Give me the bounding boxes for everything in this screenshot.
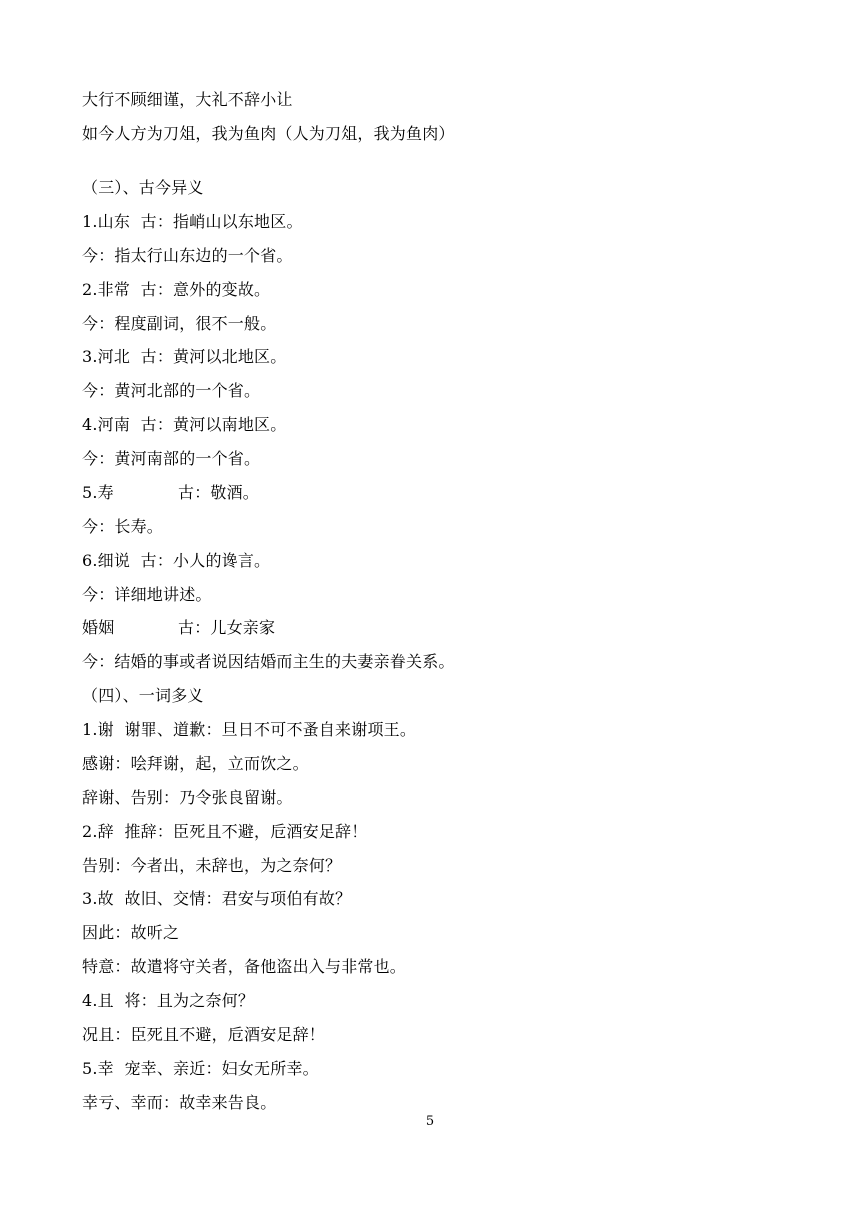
- text-line: 幸亏、幸而：故幸来告良。: [82, 1093, 277, 1112]
- text-line: 特意：故遣将守关者，备他盗出入与非常也。: [82, 957, 407, 976]
- text-line: 今：指太行山东边的一个省。: [82, 246, 293, 265]
- text-line: 5.寿: [82, 483, 114, 502]
- text-line: 感谢：哙拜谢，起，立而饮之。: [82, 754, 309, 773]
- text-line: 2.非常 古：意外的变故。: [82, 280, 271, 299]
- text-line: 告别：今者出，未辞也，为之奈何？: [82, 856, 342, 875]
- text-line: 今：黄河南部的一个省。: [82, 449, 261, 468]
- text-line: 6.细说 古：小人的谗言。: [82, 551, 271, 570]
- text-line: 2.辞 推辞：臣死且不避，卮酒安足辞！: [82, 822, 368, 841]
- text-line: 4.河南 古：黄河以南地区。: [82, 415, 287, 434]
- text-line: 3.河北 古：黄河以北地区。: [82, 347, 287, 366]
- text-line: 因此：故听之: [82, 923, 180, 942]
- text-line: 今：黄河北部的一个省。: [82, 381, 261, 400]
- text-line: 古：敬酒。: [178, 483, 260, 502]
- text-line: 婚姻: [82, 618, 115, 637]
- text-line: 古：儿女亲家: [178, 618, 276, 637]
- text-line: 今：长寿。: [82, 517, 164, 536]
- text-line: 今：详细地讲述。: [82, 585, 212, 604]
- text-line: 况且：臣死且不避，卮酒安足辞！: [82, 1025, 326, 1044]
- text-line: 今：程度副词，很不一般。: [82, 314, 277, 333]
- text-line: 4.且 将：且为之奈何？: [82, 991, 255, 1010]
- text-line: 辞谢、告别：乃令张良留谢。: [82, 788, 293, 807]
- text-line: 3.故 故旧、交情：君安与项伯有故？: [82, 889, 352, 908]
- text-line: 1.谢 谢罪、道歉：旦日不可不蚤自来谢项王。: [82, 720, 417, 739]
- text-line: 如今人方为刀俎，我为鱼肉（人为刀俎，我为鱼肉）: [82, 124, 455, 143]
- section-heading: （四）、一词多义: [82, 686, 204, 705]
- text-line: 今：结婚的事或者说因结婚而主生的夫妻亲眷关系。: [82, 652, 455, 671]
- text-line: 5.幸 宠幸、亲近：妇女无所幸。: [82, 1059, 319, 1078]
- text-line: 大行不顾细谨，大礼不辞小让: [82, 90, 293, 109]
- section-heading: （三）、古今异义: [82, 178, 204, 197]
- page-number: 5: [425, 1114, 435, 1129]
- text-line: 1.山东 古：指峭山以东地区。: [82, 212, 303, 231]
